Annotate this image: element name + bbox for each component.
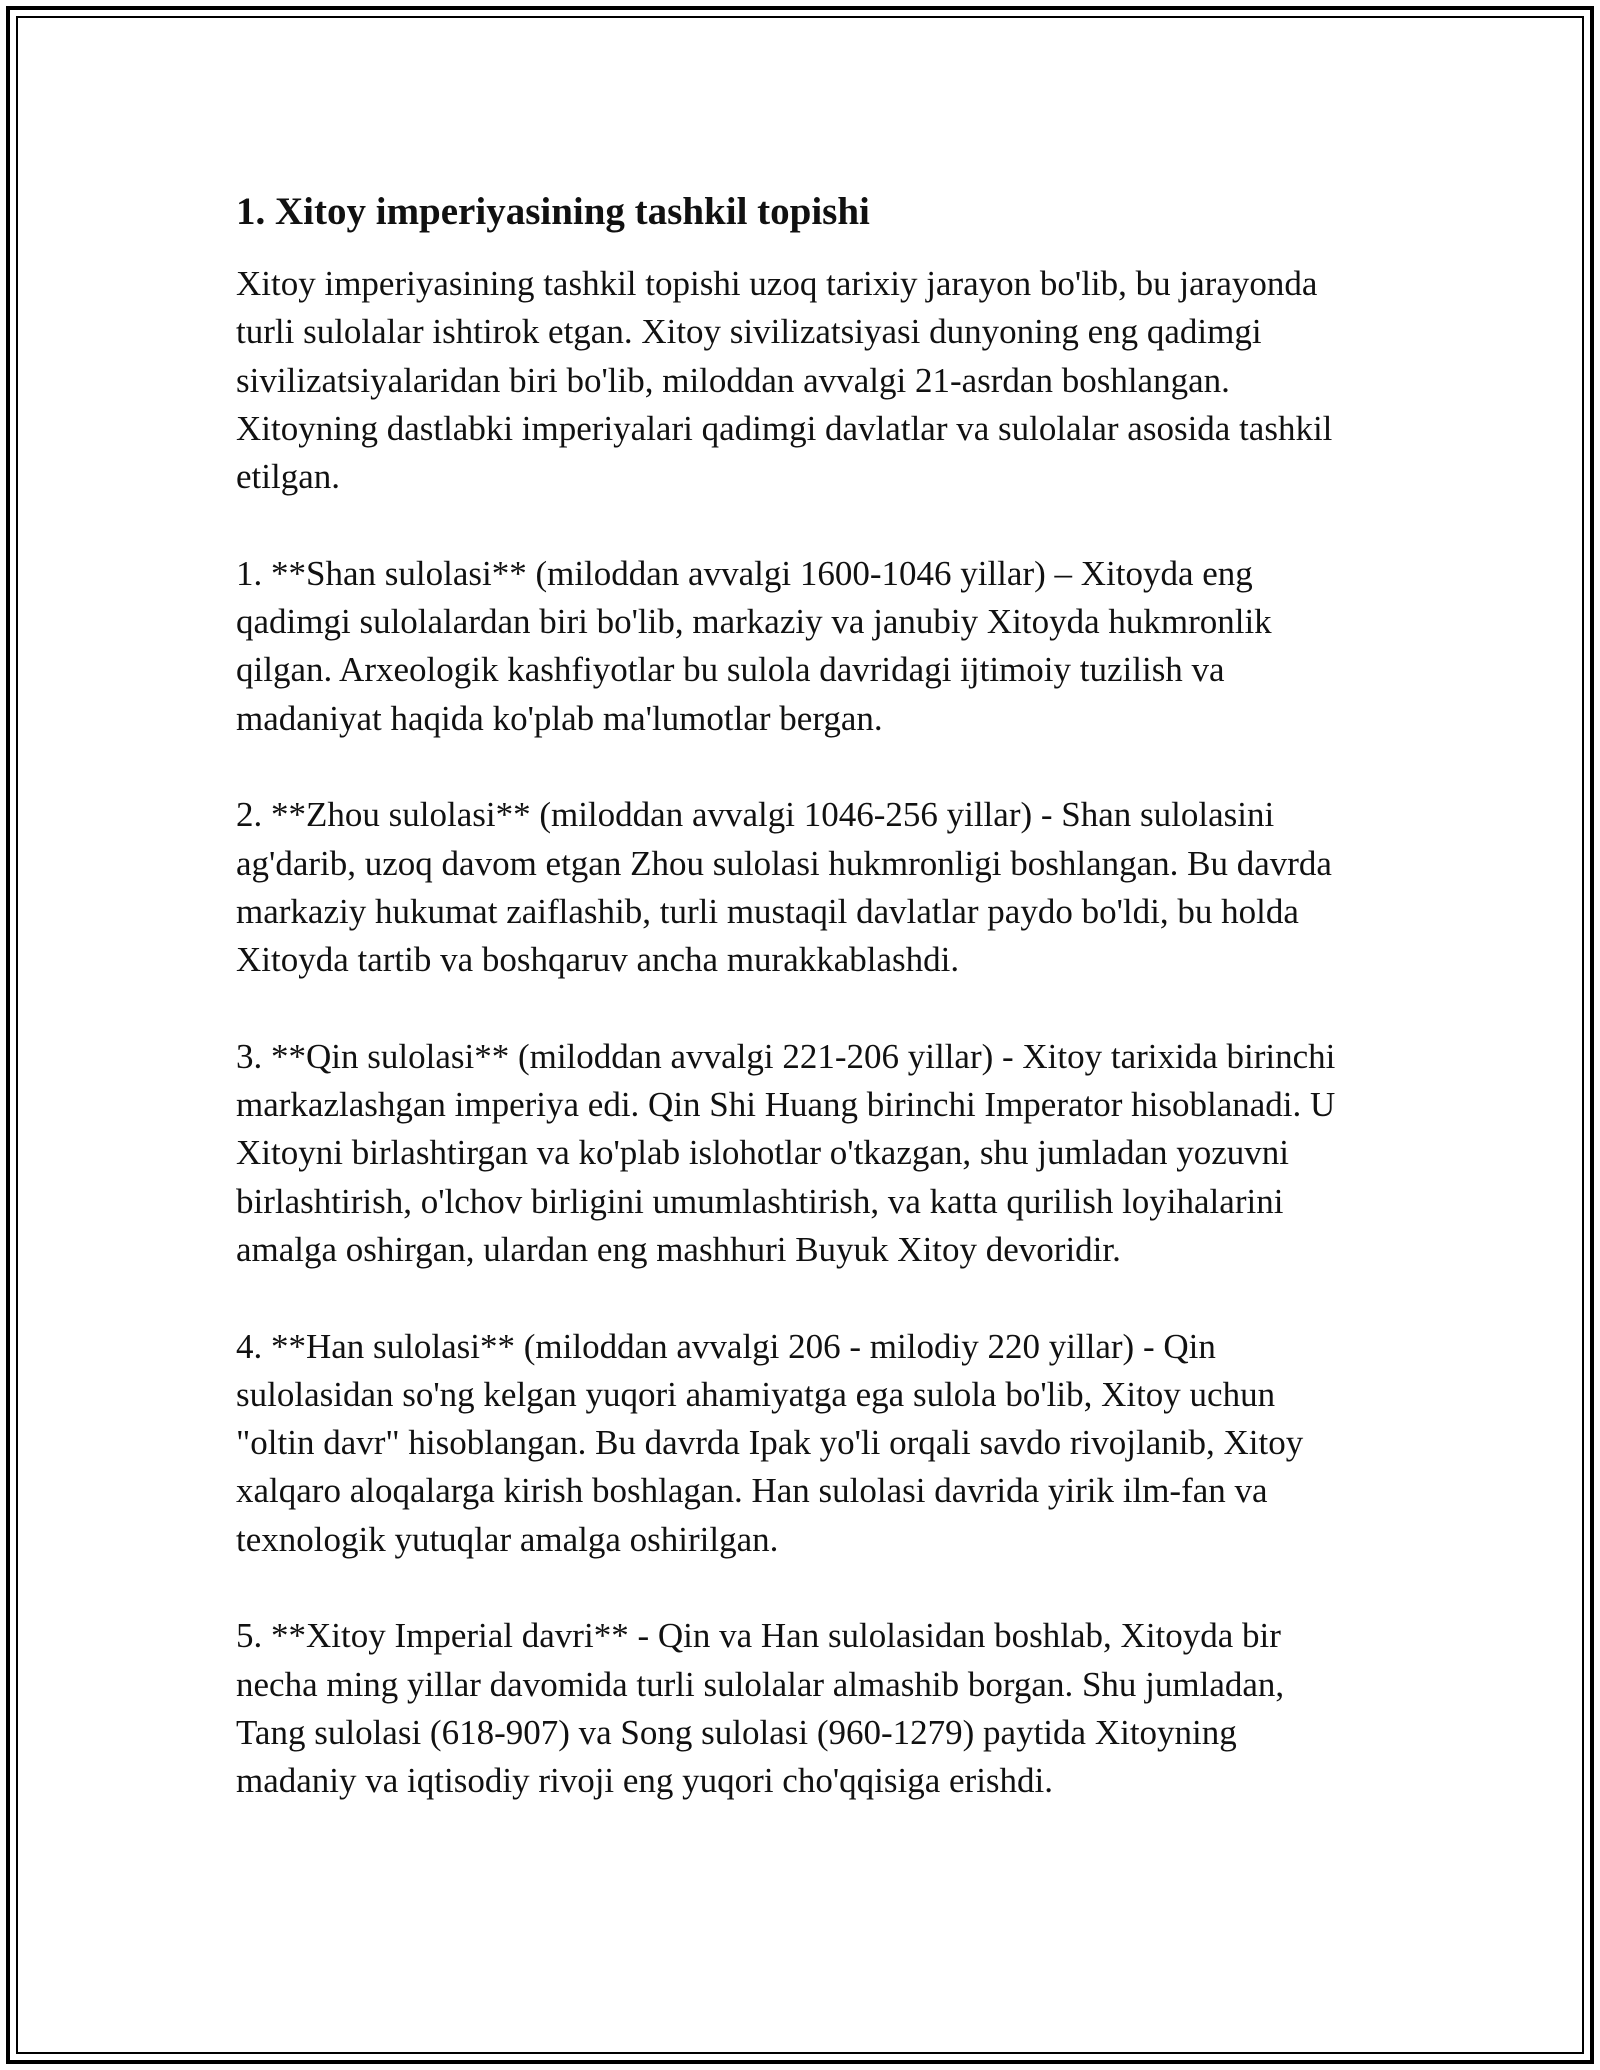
section-shan-dynasty: 1. **Shan sulolasi** (miloddan avvalgi 1600-1046 yillar) – Xitoyda eng qadimgi sulolalardan biri bo'lib, markaziy va janubiy Xitoyda hukmronlik qilgan. Arxeologik kashfiyotlar bu sulola davridagi ijtimoiy tuzilish va madaniyat haqida ko'plab ma'lumotlar bergan. (236, 553, 1272, 738)
section-imperial-period: 5. **Xitoy Imperial davri** - Qin va Han sulolasidan boshlab, Xitoyda bir necha ming yillar davomida turli sulolalar almashib borgan. Shu jumladan, Tang sulolasi (618-907) va Song sulolasi (960-1279) paytida Xitoyning madaniy va iqtisodiy rivoji eng yuqori cho'qqisiga erishdi. (236, 1616, 1285, 1801)
document-body (236, 186, 1356, 1806)
section-han-dynasty: 4. **Han sulolasi** (miloddan avvalgi 206 - milodiy 220 yillar) - Qin sulolasidan so'ng kelgan yuqori ahamiyatga ega sulola bo'lib, Xitoy uchun "oltin davr" hisoblangan. Bu davrda Ipak yo'li orqali savdo rivojlanib, Xitoy xalqaro aloqalarga kirish boshlagan. Han sulolasi davrida yirik ilm-fan va texnologik yutuqlar amalga oshirilgan. (236, 1326, 1304, 1559)
section-qin-dynasty: 3. **Qin sulolasi** (miloddan avvalgi 221-206 yillar) - Xitoy tarixida birinchi markazlashgan imperiya edi. Qin Shi Huang birinchi Imperator hisoblanadi. U Xitoyni birlashtirgan va ko'plab islohotlar o'tkazgan, shu jumladan yozuvni birlashtirish, o'lchov birligini umumlashtirish, va katta qurilish loyihalarini amalga oshirgan, ulardan eng mashhuri Buyuk Xitoy devoridir. (236, 1036, 1336, 1269)
document-heading: 1. Xitoy imperiyasining tashkil topishi (236, 190, 870, 233)
intro-paragraph: Xitoy imperiyasining tashkil topishi uzoq tarixiy jarayon bo'lib, bu jarayonda turli sulolalar ishtirok etgan. Xitoy sivilizatsiyasi dunyoning eng qadimgi sivilizatsiyalaridan biri bo'lib, miloddan avvalgi 21-asrdan boshlangan. Xitoyning dastlabki imperiyalari qadimgi davlatlar va sulolalar asosida tashkil etilgan. (236, 264, 1333, 497)
section-zhou-dynasty: 2. **Zhou sulolasi** (miloddan avvalgi 1046-256 yillar) - Shan sulolasini ag'darib, uzoq davom etgan Zhou sulolasi hukmronligi boshlangan. Bu davrda markaziy hukumat zaiflashib, turli mustaqil davlatlar paydo bo'ldi, bu holda Xitoyda tartib va boshqaruv ancha murakkablashdi. (236, 795, 1332, 980)
